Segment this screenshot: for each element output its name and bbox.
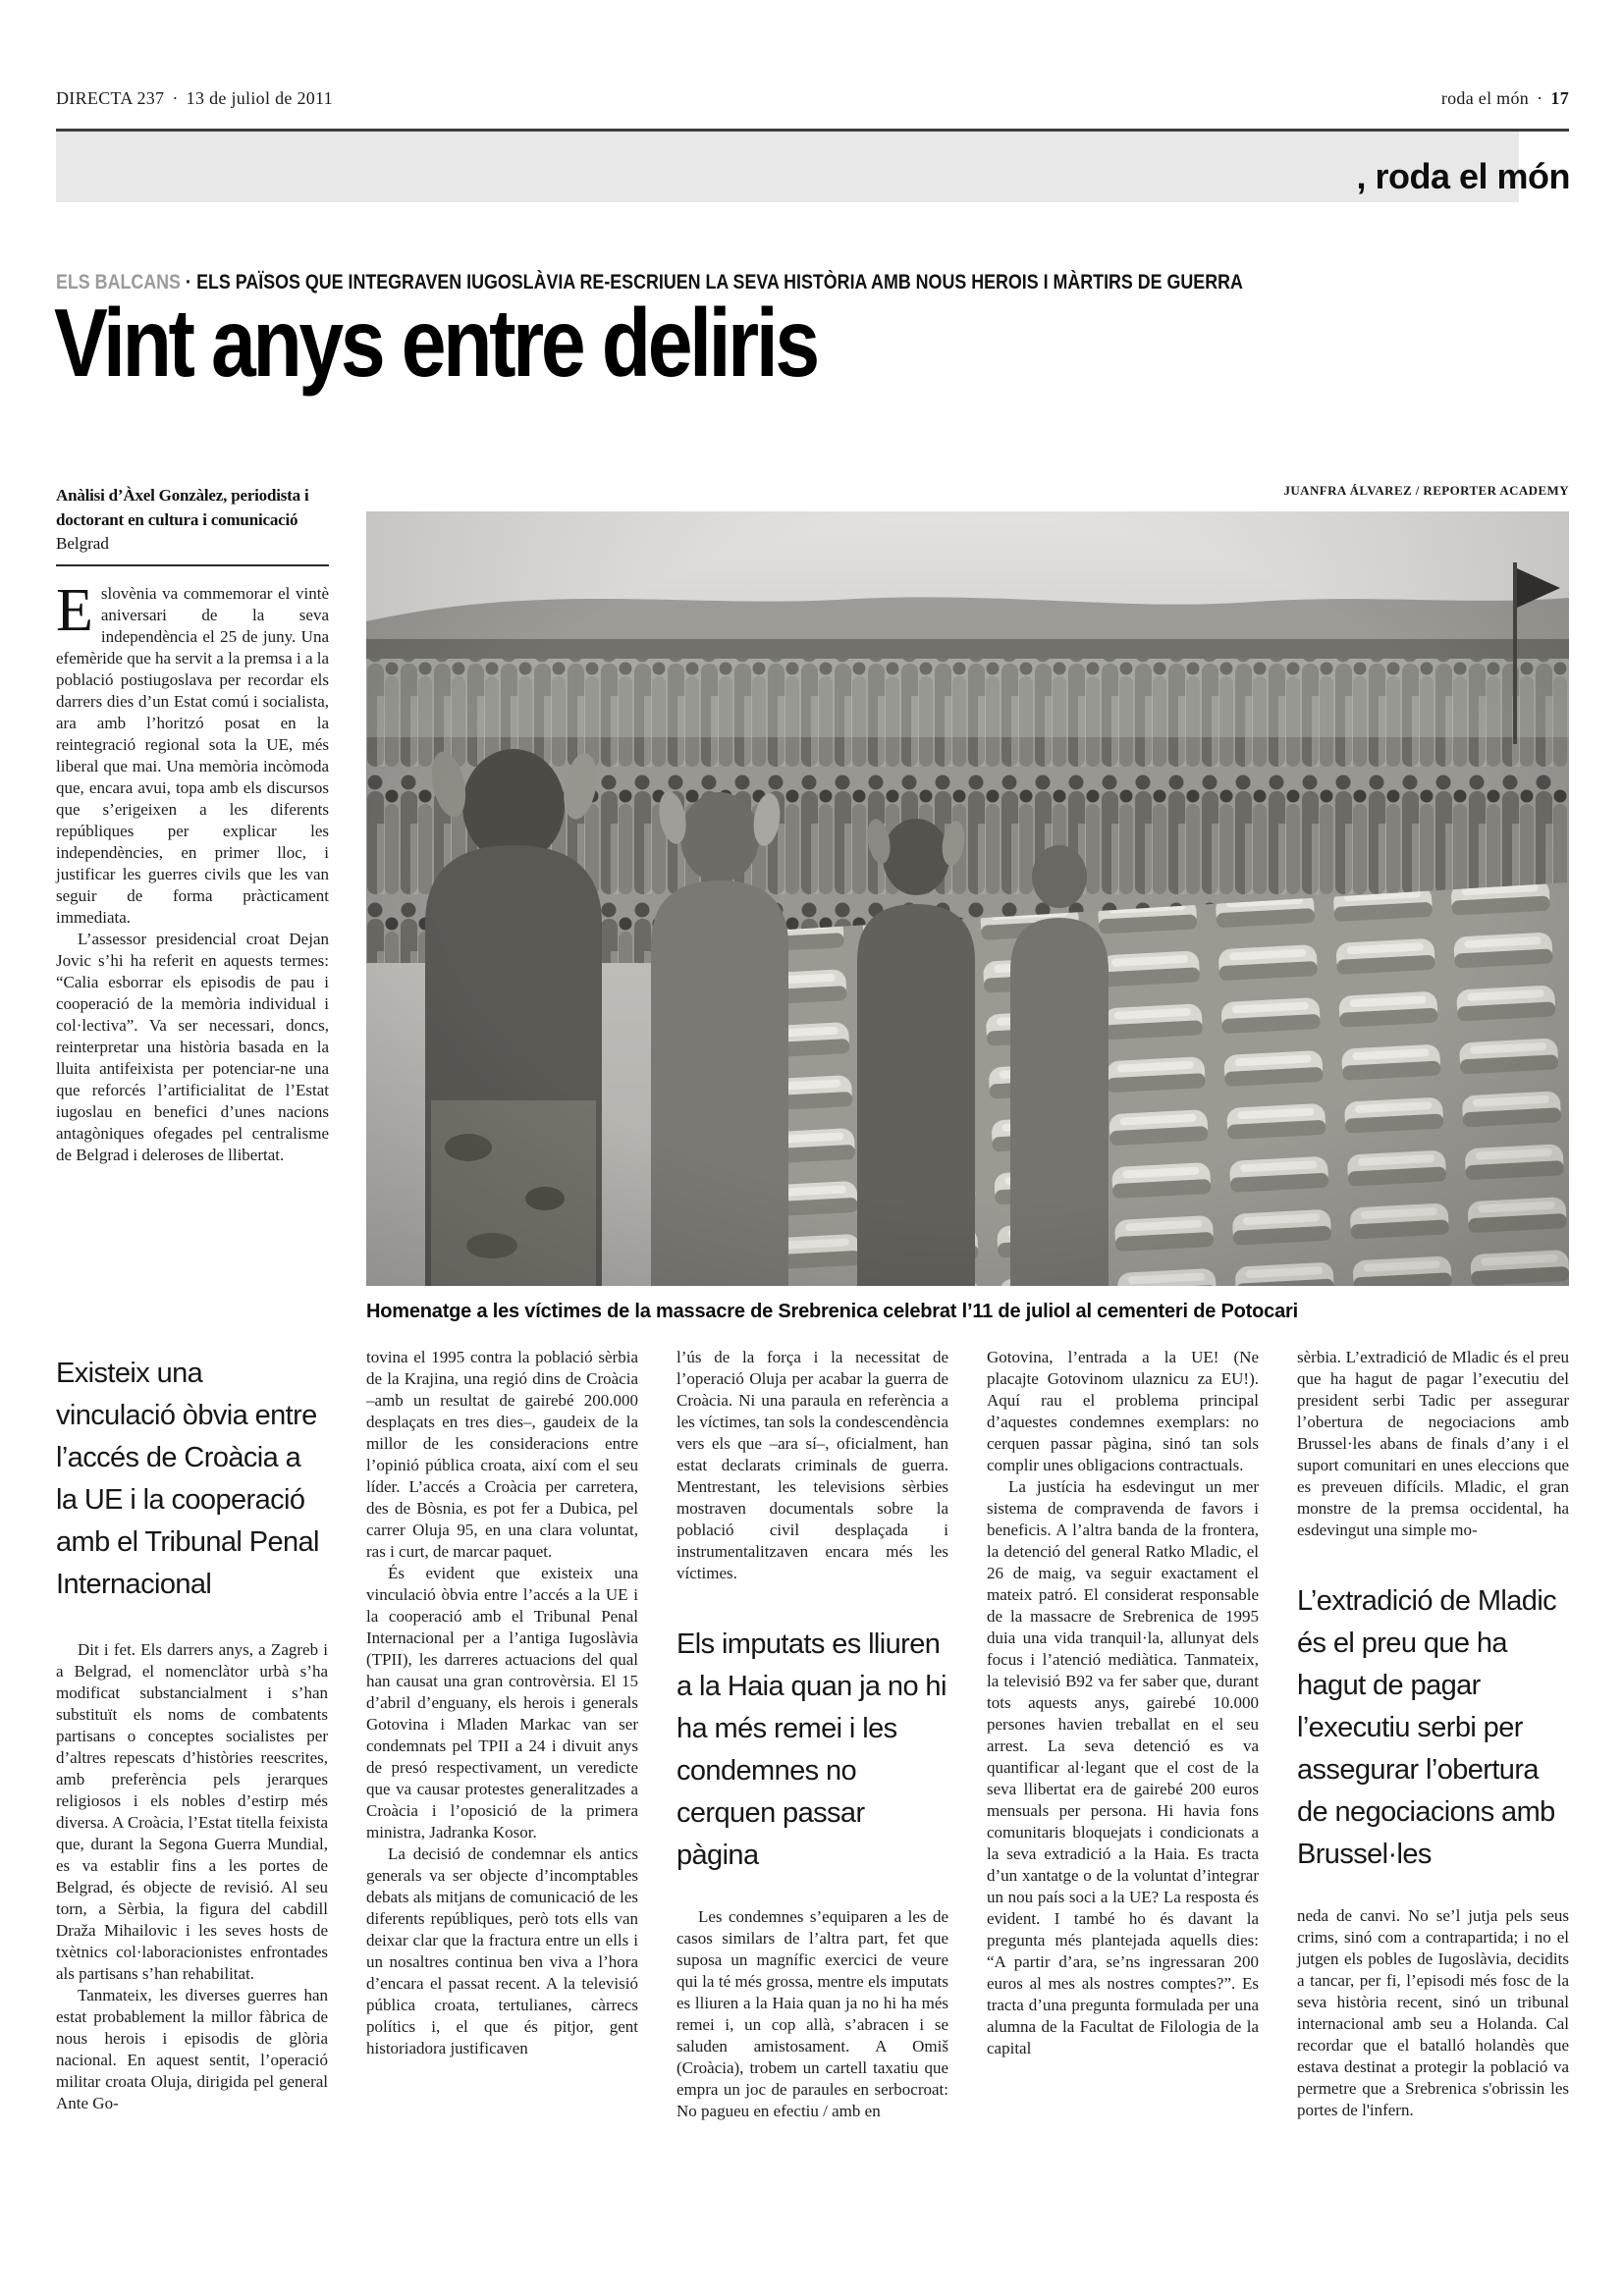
byline-line2: doctorant en cultura i comunicació [56,510,298,529]
kicker-tag: ELS BALCANS [56,271,181,294]
masthead-section-page [1441,88,1569,109]
headline-text: Vint anys entre deliris [54,289,817,397]
article-paragraph: Dit i fet. Els darrers anys, a Zagreb i a Belgrad, el nomenclàtor urbà s’ha modificat substancialment i s’han substituït els noms de combatents partisans o conceptes socialistes per d’altres repescats d’històries reescrites, amb preferència pels jerarques religiosos i els nobles d’estirp més diversa. A Croàcia, l’Estat titella feixista que, durant la Segona Guerra Mundial, es va establir fins a les portes de Belgrad, és objecte de revisió. Al seu torn, a Sèrbia, la figura del cabdill Draža Mihailovic i les seves hosts de txètnics col·laboracionistes enfrontades als partisans s’han rehabilitat. [56,1640,328,1983]
article-paragraph: És evident que existeix una vinculació òbvia entre l’accés a la UE i la cooperació amb el Tribunal Penal Internacional per a l’antiga Iugoslàvia (TPII), les darreres actuacions del qual han causat una gran controvèrsia. El 15 d’abril d’enguany, els herois i generals Gotovina i Mladen Markac van ser condemnats pel TPII a 24 i divuit anys de presó respectivament, un veredicte que va causar protestes generalitzades a Croàcia i l’oposició de la primera ministra, Jadranka Kosor. [366,1564,638,1842]
kicker-text: ELS PAÏSOS QUE INTEGRAVEN IUGOSLÀVIA RE-ESCRIUEN LA SEVA HISTÒRIA AMB NOUS HEROIS I MÀRTIRS DE GUERRA [196,271,1243,294]
article-paragraph: l’ús de la força i la necessitat de l’operació Oluja per acabar la guerra de Croàcia. Ni una paraula en referència a les víctimes, tan sols la condescendència vers els que –ara sí–, oficialment, han estat declarats criminals de guerra. Mentrestant, les televisions sèrbies mostraven documentals sobre la població civil desplaçada i instrumentalitzaven encara més les víctimes. [676,1348,948,1582]
masthead-page-number: 17 [1550,88,1569,108]
byline-location: Belgrad [56,534,109,553]
article-paragraph: La decisió de condemnar els antics generals va ser objecte d’incomptables debats als mitjans de comunicació de les diferents repúbliques, però tots ells van deixar clar que la fractura entre un ells i un nosaltres continua ben viva a l’hora d’encara el passat recent. A la televisió pública croata, tertulianes, càrrecs polítics i, el que és pitjor, gent historiadora justificaven [366,1844,638,2057]
masthead-separator: · [172,88,179,108]
article-paragraph: Les condemnes s’equiparen a les de casos similars de l’altra part, fet que suposa un magnífic exercici de veure qui la té més grossa, mentre els imputats es lliuren a la Haia quan ja no hi ha més remei i, un cop allà, s’abracen i se saluden amistosament. A Omiš (Croàcia), trobem un cartell taxatiu que empra un joc de paraules en serbocroat: No pagueu en efectiu / amb en [676,1907,948,2120]
section-tab-label: , roda el món [1356,156,1570,196]
article-paragraph: tovina el 1995 contra la població sèrbia de la Krajina, una regió dins de Croàcia –amb un resultat de gairebé 200.000 desplaçats en tres dies–, gaudeix de la millor de les consideracions entre l’opinió pública croata, així com el seu líder. L’accés a Croàcia per carretera, des de Bòsnia, es pot fer a Dubica, pel carrer Oluja 95, en una clara voluntat, ras i curt, de marcar paquet. [366,1348,638,1561]
byline-rule [56,564,329,566]
article-columns [56,1347,1569,2122]
masthead-issue: DIRECTA 237 [56,88,165,108]
byline-line1: Anàlisi d’Àxel Gonzàlez, periodista i [56,486,309,505]
byline [56,483,329,556]
article-paragraph: neda de canvi. No se’l jutja pels seus crims, sinó com a contrapartida; i no el jutgen els pobles de Iugoslàvia, decidits a tancar, per fi, l’episodi més fosc de la seva història recent, sinó un tribunal internacional amb seu a Holanda. Cal recordar que el batalló holandès que estava destinat a protegir la població va permetre que a Srebrenica s'obrissin les portes de l'infern. [1297,1906,1569,2119]
headline [54,289,962,397]
column-2 [366,1347,638,2122]
article-paragraph: Gotovina, l’entrada a la UE! (Ne placajte Gotovinom ulaznicu za EU!). Aquí rau el problema principal d’aquestes condemnes exemplars: no cerquen passar pàgina, sinó tan sols complir unes obligacions contractuals. [987,1348,1259,1474]
column-4 [987,1347,1259,2122]
article-paragraph: La justícia ha esdevingut un mer sistema de compravenda de favors i beneficis. A l’altra banda de la frontera, la detenció del general Ratko Mladic, el 26 de maig, va seguir exactament el mateix patró. El considerat responsable de la massacre de Srebrenica de 1995 duia una vida tranquil·la, allunyat dels focus i l’atenció mediàtica. Tanmateix, la televisió B92 va fer saber que, durant tots aquests anys, gairebé 10.000 persones havien treballat en el seu arrest. La seva detenció es va quantificar al·legant que el cost de la seva llibertat era de gairebé 200 euros mensuals per persona. Hi havia fons comunitaris bloquejats i condicionats a la seva extradició a la Haia. Es tracta d’un xantatge o de la voluntat d’integrar un nou país soci a la UE? La resposta és evident. I també ho és davant la pregunta més plantejada aquells dies: “A partir d’ara, se’ns ingressaran 200 euros al mes als nostres comptes?”. Es tracta d’una pregunta formulada per una alumna de la Facultat de Filologia de la capital [987,1477,1259,2057]
column-1 [56,1347,328,2122]
drop-cap: E [56,577,93,644]
masthead-separator: · [1537,88,1543,108]
article-paragraph: sèrbia. L’extradició de Mladic és el preu que ha hagut de pagar l’executiu del president serbi Tadic per assegurar l’obertura de negociacions amb Brussel·les abans de finals d’any i el suport comunitari en unes eleccions que es preveuen difícils. Mladic, el gran monstre de la premsa occidental, ha esdevingut una simple mo- [1297,1348,1569,1539]
intro-paragraph-2: L’assessor presidencial croat Dejan Jovic s’hi ha referit en aquests termes: “Calia esborrar els episodis de pau i cooperació de la memòria individual i col·lectiva”. Va ser necessari, doncs, reinterpretar una història basada en la lluita antifeixista per potenciar-ne una que reforcés l’artificialitat de l’Estat iugoslau en benefici d’unes nacions antagòniques ofegades pel centralisme de Belgrad i deleroses de llibertat. [56,930,329,1164]
photo-vignette [366,511,1569,1286]
article-paragraph [56,577,330,929]
masthead-issue-date [56,88,333,109]
photo-credit: JUANFRA ÁLVAREZ / REPORTER ACADEMY [1283,483,1569,498]
article-photo [366,511,1569,1286]
intro-paragraph-1: slovènia va commemorar el vintè aniversari de la seva independència el 25 de juny. Una efemèride que ha servit a la premsa i a la població postiugoslava per recordar els darrers dies d’un Estat comú i socialista, ara amb l’horitzó posat en la reintegració regional sota la UE, més liberal que mai. Una memòria incòmoda que, encara avui, topa amb els discursos que s’erigeixen a les diferents repúbliques per explicar les independències, en primer lloc, i justificar les guerres civils que les van seguir de forma pràcticament immediata. [56,584,330,927]
intro-column [56,483,329,1166]
masthead-date: 13 de juliol de 2011 [186,88,333,108]
article-paragraph: Tanmateix, les diverses guerres han estat probablement la millor fàbrica de nous herois i episodis de glòria nacional. En aquest sentit, l’operació militar croata Oluja, dirigida pel general Ante Go- [56,1986,328,2112]
column-5 [1297,1347,1569,2122]
pull-quote: L’extradició de Mladic és el preu que ha hagut de pagar l’executiu serbi per assegurar l’obertura de negociacions amb Brussel·les [1297,1585,1557,1870]
section-band [56,132,1570,202]
masthead [56,88,1569,109]
pull-quote: Existeix una vinculació òbvia entre l’accés de Croàcia a la UE i la cooperació amb el Tribunal Penal Internacional [56,1358,319,1600]
photo-scene [366,511,1569,1286]
kicker-separator: · [186,271,191,294]
photo-caption: Homenatge a les víctimes de la massacre de Srebrenica celebrat l’11 de juliol al cementeri de Potocari [366,1301,1298,1322]
column-3 [676,1347,948,2122]
pull-quote: Els imputats es lliuren a la Haia quan ja no hi ha més remei i les condemnes no cerquen passar pàgina [676,1629,947,1871]
masthead-section: roda el món [1440,88,1530,108]
